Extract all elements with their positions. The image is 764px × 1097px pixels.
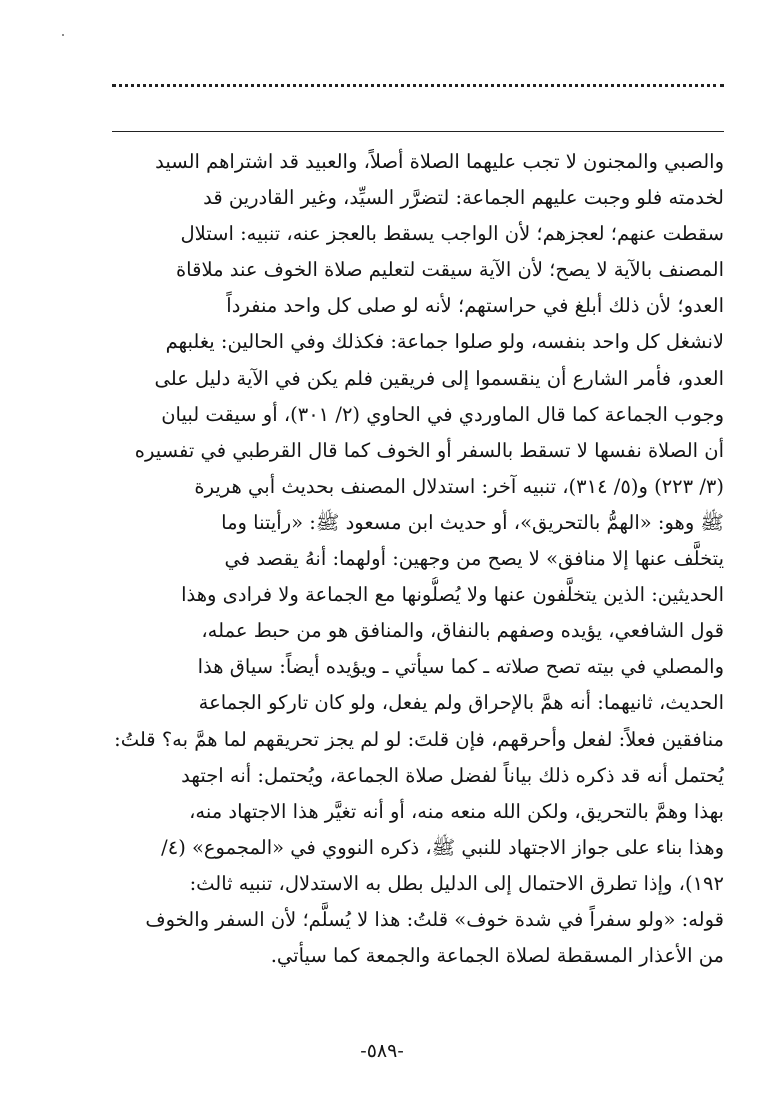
- text-line: سقطت عنهم؛ لعجزهم؛ لأن الواجب يسقط بالعجز عنه، تنبيه: استلال: [180, 222, 724, 246]
- text-line: وجوب الجماعة كما قال الماوردي في الحاوي (٢/ ٣٠١)، أو سيقت لبيان: [161, 402, 724, 426]
- text-line: ١٩٢)، وإذا تطرق الاحتمال إلى الدليل بطل به الاستدلال، تنبيه ثالث:: [189, 871, 724, 895]
- text-line: ﷺ وهو: «الهمُّ بالتحريق»، أو حديث ابن مسعود ﷺ: «رأيتنا وما: [221, 510, 724, 534]
- text-line: والمصلي في بيته تصح صلاته ـ كما سيأتي ـ ويؤيده أيضاً: سياق هذا: [197, 655, 724, 679]
- text-line: العدو؛ لأن ذلك أبلغ في حراستهم؛ لأنه لو صلى كل واحد منفرداً: [226, 294, 724, 318]
- text-line: يُحتمل أنه قد ذكره ذلك بياناً لفضل صلاة الجماعة، ويُحتمل: أنه اجتهد: [181, 763, 724, 787]
- header-dotted-rule: [112, 84, 724, 87]
- text-line: العدو، فأمر الشارع أن ينقسموا إلى فريقين فلم يكن في الآية دليل على: [154, 366, 724, 390]
- text-line: والصبي والمجنون لا تجب عليهما الصلاة أصلاً، والعبيد قد اشتراهم السيد: [155, 150, 724, 173]
- text-line: الحديثين: الذين يتخلَّفون عنها ولا يُصلُّونها مع الجماعة ولا فرادى وهذا: [181, 583, 724, 607]
- header-solid-rule: [112, 131, 724, 132]
- main-text: [106, 144, 724, 974]
- text-line: منافقين فعلاً: لفعل وأحرقهم، فإن قلتَ: لو لم يجز تحريقهم لما همَّ به؟ قلتُ:: [114, 727, 724, 751]
- page-speck: [62, 34, 64, 36]
- text-line: لخدمته فلو وجبت عليهم الجماعة: لتضرَّر السيِّد، وغير القادرين قد: [203, 186, 724, 210]
- text-line: الحديث، ثانيهما: أنه همَّ بالإحراق ولم يفعل، ولو كان تاركو الجماعة: [198, 691, 724, 715]
- page-number: -٥٨٩-: [360, 1040, 404, 1062]
- text-line: (٣/ ٢٢٣) و(٥/ ٣١٤)، تنبيه آخر: استدلال المصنف بحديث أبي هريرة: [194, 474, 724, 498]
- text-line: يتخلَّف عنها إلا منافق» لا يصح من وجهين: أولهما: أنهُ يقصد في: [224, 547, 724, 571]
- text-line: المصنف بالآية لا يصح؛ لأن الآية سيقت لتعليم صلاة الخوف عند ملاقاة: [175, 258, 724, 282]
- text-line: قول الشافعي، يؤيده وصفهم بالنفاق، والمنافق هو من حبط عمله،: [201, 619, 724, 643]
- text-line: لانشغل كل واحد بنفسه، ولو صلوا جماعة: فكذلك وفي الحالين: يغلبهم: [165, 330, 724, 354]
- text-line: بهذا وهمَّ بالتحريق، ولكن الله منعه منه، أو أنه تغيَّر هذا الاجتهاد منه،: [189, 799, 724, 823]
- text-line: قوله: «ولو سفراً في شدة خوف» قلتُ: هذا لا يُسلَّم؛ لأن السفر والخوف: [145, 907, 724, 931]
- text-line: أن الصلاة نفسها لا تسقط بالسفر أو الخوف كما قال القرطبي في تفسيره: [134, 438, 724, 462]
- text-line: من الأعذار المسقطة لصلاة الجماعة والجمعة كما سيأتي.: [270, 944, 724, 968]
- text-line: وهذا بناء على جواز الاجتهاد للنبي ﷺ، ذكره النووي في «المجموع» (٤/: [161, 835, 724, 859]
